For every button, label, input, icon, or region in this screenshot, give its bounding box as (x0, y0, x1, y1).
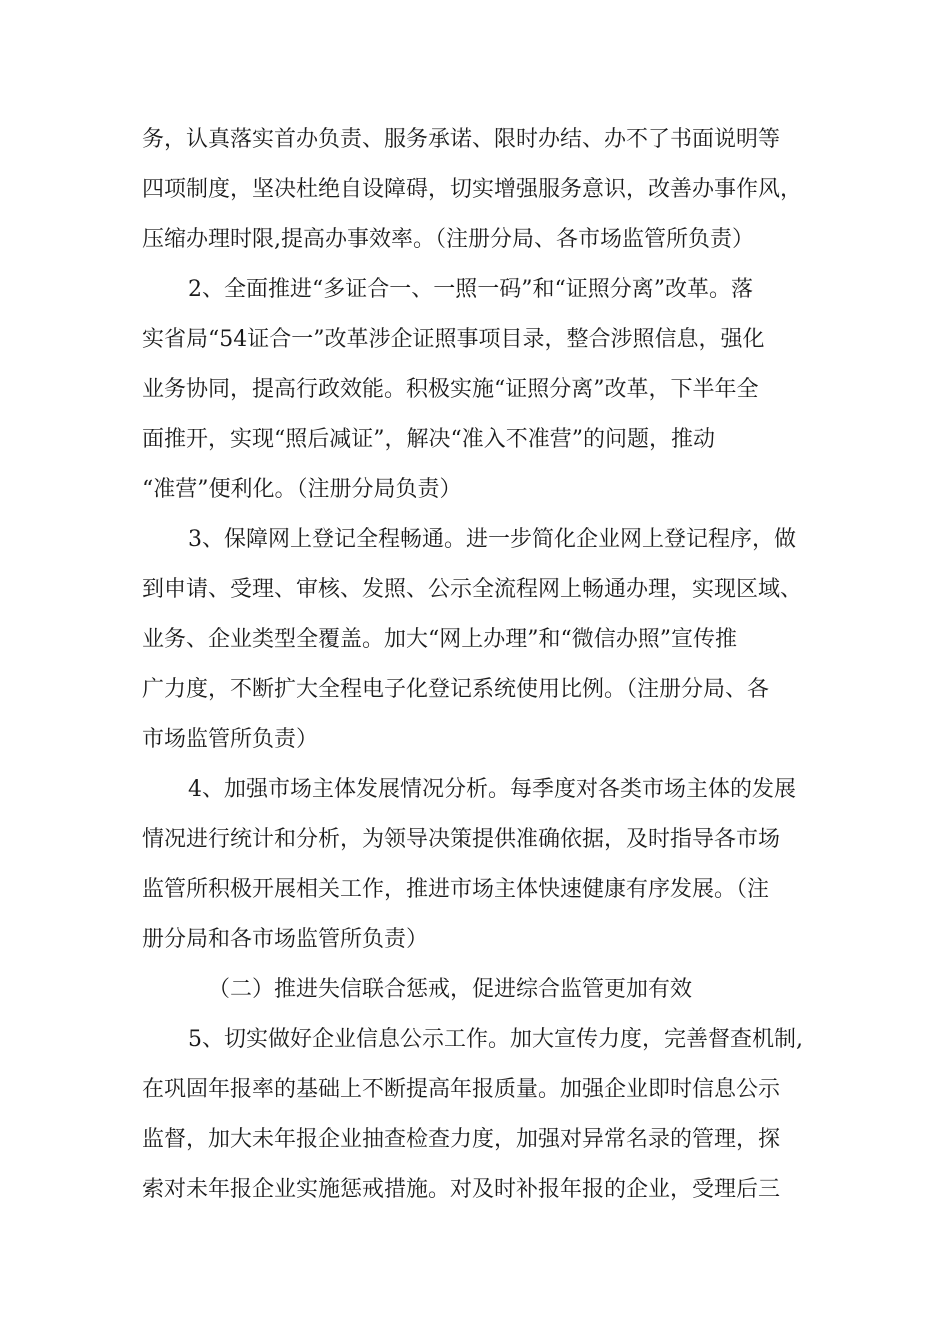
text-line: 业务协同，提高行政效能。积极实施“证照分离”改革，下半年全 (142, 377, 759, 402)
text-line: 广力度，不断扩大全程电子化登记系统使用比例。（注册分局、各 (142, 677, 770, 702)
paragraph-start-line: 3、保障网上登记全程畅通。进一步简化企业网上登记程序，做 (188, 527, 796, 552)
section-heading: （二）推进失信联合惩戒，促进综合监管更加有效 (208, 977, 693, 1002)
text-line: 索对未年报企业实施惩戒措施。对及时补报年报的企业，受理后三 (142, 1177, 781, 1202)
text-line: 实省局“54证合一”改革涉企证照事项目录，整合涉照信息，强化 (142, 327, 765, 352)
text-line: 情况进行统计和分析，为领导决策提供准确依据，及时指导各市场 (142, 827, 781, 852)
paragraph-start-line: 2、全面推进“多证合一、一照一码”和“证照分离”改革。落 (188, 277, 753, 302)
text-line: 压缩办理时限,提高办事效率。（注册分局、各市场监管所负责） (142, 227, 754, 252)
text-line: 到申请、受理、审核、发照、公示全流程网上畅通办理，实现区域、 (142, 577, 803, 602)
text-line: 务，认真落实首办负责、服务承诺、限时办结、办不了书面说明等 (142, 127, 781, 152)
text-line: 面推开，实现“照后减证”，解决“准入不准营”的问题，推动 (142, 427, 715, 452)
text-line: 监督，加大未年报企业抽查检查力度，加强对异常名录的管理，探 (142, 1127, 781, 1152)
text-line: 监管所积极开展相关工作，推进市场主体快速健康有序发展。（注 (142, 877, 770, 902)
text-line: 四项制度，坚决杜绝自设障碍，切实增强服务意识，改善办事作风， (142, 177, 803, 202)
paragraph-start-line: 4、加强市场主体发展情况分析。每季度对各类市场主体的发展 (188, 777, 796, 802)
text-line: 业务、企业类型全覆盖。加大“网上办理”和“微信办照”宣传推 (142, 627, 737, 652)
text-line: 册分局和各市场监管所负责） (142, 927, 429, 952)
text-line: 在巩固年报率的基础上不断提高年报质量。加强企业即时信息公示 (142, 1077, 781, 1102)
text-line: “准营”便利化。（注册分局负责） (142, 477, 462, 502)
text-line: 市场监管所负责） (142, 727, 319, 752)
paragraph-start-line: 5、切实做好企业信息公示工作。加大宣传力度，完善督查机制, (188, 1027, 803, 1052)
